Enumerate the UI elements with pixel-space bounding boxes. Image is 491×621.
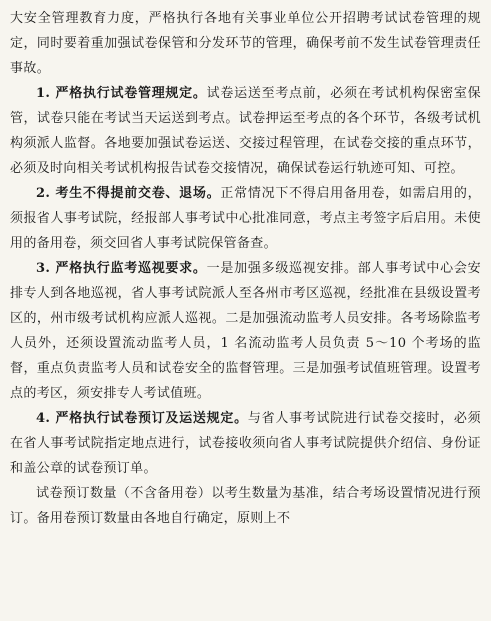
item-1-heading: 1. 严格执行试卷管理规定。 — [36, 86, 207, 101]
paragraph-quantity — [10, 481, 481, 531]
item-3-heading: 3. 严格执行监考巡视要求。 — [36, 261, 207, 276]
paragraph-intro — [10, 6, 481, 81]
item-2-heading: 2. 考生不得提前交卷、退场。 — [36, 186, 221, 201]
paragraph-text: 试卷预订数量（不含备用卷）以考生数量为基准，结合考场设置情况进行预订。备用卷预订数量由各地自行确定，原则上不 — [10, 486, 481, 526]
item-2-text: 正常情况下不得启用备用卷，如需启用的，须报省人事考试院，经报部人事考试中心批准同意，考点主考签字后启用。未使用的备用卷，须交回省人事考试院保管备查。 — [10, 186, 481, 251]
item-1-text: 试卷运送至考点前，必须在考试机构保密室保管，试卷只能在考试当天运送到考点。试卷押运至考点的各个环节，各级考试机构须派人监督。各地要加强试卷运送、交接过程管理，在试卷交接的重点环节，必须及时向相关考试机构报告试卷交接情况，确保试卷运行轨迹可知、可控。 — [10, 86, 481, 176]
paragraph-item-1 — [10, 81, 481, 181]
item-3-text: 一是加强多级巡视安排。部人事考试中心会安排专人到各地巡视，省人事考试院派人至各州市考区巡视，经批准在县级设置考区的，州市级考试机构应派人巡视。二是加强流动监考人员安排。各考场除监考人员外，还须设置流动监考人员，1 名流动监考人员负责 5～10 个考场的监督，重点负责监考人员和试卷安全的监督管理。三是加强考试值班管理。设置考点的考区，须安排专人考试值班。 — [10, 261, 481, 401]
item-4-text: 与省人事考试院进行试卷交接时，必须在省人事考试院指定地点进行，试卷接收须向省人事考试院提供介绍信、身份证和盖公章的试卷预订单。 — [10, 411, 481, 476]
paragraph-item-2 — [10, 181, 481, 256]
paragraph-text: 大安全管理教育力度，严格执行各地有关事业单位公开招聘考试试卷管理的规定，同时要着重加强试卷保管和分发环节的管理，确保考前不发生试卷管理责任事故。 — [10, 11, 481, 76]
paragraph-item-3 — [10, 256, 481, 406]
paragraph-item-4 — [10, 406, 481, 481]
item-4-heading: 4. 严格执行试卷预订及运送规定。 — [36, 411, 248, 426]
